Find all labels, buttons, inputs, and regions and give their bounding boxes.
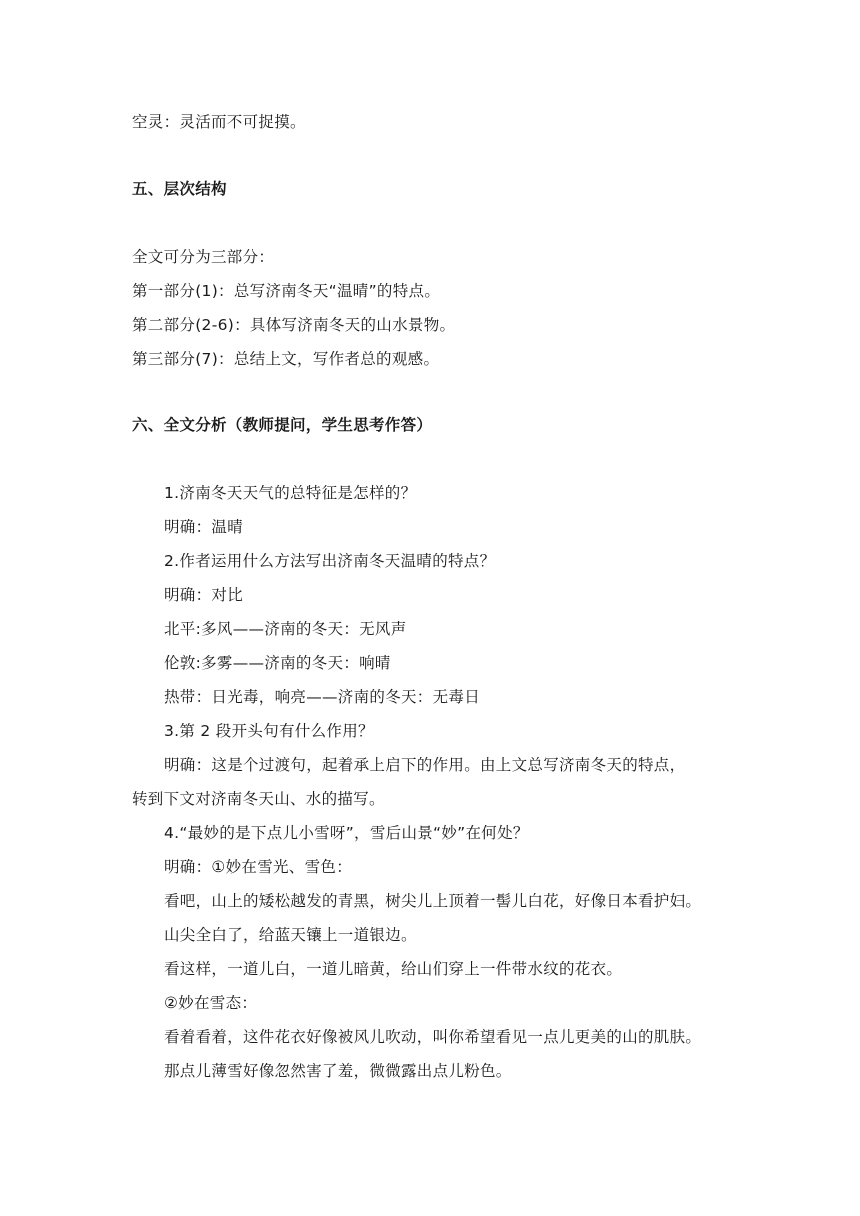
answer-line: 伦敦:多雾——济南的冬天：响晴 <box>164 654 391 672</box>
answer-line: 山尖全白了，给蓝天镶上一道银边。 <box>164 926 417 944</box>
section-5-heading: 五、层次结构 <box>132 180 227 198</box>
section-5-line: 第三部分(7)：总结上文，写作者总的观感。 <box>132 350 440 368</box>
section-5-line: 全文可分为三部分： <box>132 248 275 266</box>
question-line: 4.“最妙的是下点儿小雪呀”，雪后山景“妙”在何处？ <box>164 824 529 842</box>
answer-line: 热带：日光毒，响亮——济南的冬天：无毒日 <box>164 688 481 706</box>
question-line: 2.作者运用什么方法写出济南冬天温晴的特点？ <box>164 552 496 570</box>
answer-line: 明确：这是个过渡句，起着承上启下的作用。由上文总写济南冬天的特点， <box>164 756 686 774</box>
answer-line: 明确：①妙在雪光、雪色： <box>164 858 352 876</box>
answer-line: 明确：对比 <box>164 586 244 604</box>
answer-line: 看这样，一道儿白，一道儿暗黄，给山们穿上一件带水纹的花衣。 <box>164 960 623 978</box>
section-5-line: 第一部分(1)：总写济南冬天“温晴”的特点。 <box>132 282 441 300</box>
section-6-heading: 六、全文分析（教师提问，学生思考作答） <box>132 416 433 434</box>
question-line: 1.济南冬天天气的总特征是怎样的？ <box>164 484 417 502</box>
answer-line: ②妙在雪态： <box>164 994 258 1012</box>
answer-line: 明确：温晴 <box>164 518 244 536</box>
intro-line: 空灵：灵活而不可捉摸。 <box>132 113 306 131</box>
section-5-line: 第二部分(2-6)：具体写济南冬天的山水景物。 <box>132 316 456 334</box>
question-line: 3.第 2 段开头句有什么作用？ <box>164 722 374 740</box>
answer-line: 看吧，山上的矮松越发的青黑，树尖儿上顶着一髻儿白花，好像日本看护妇。 <box>164 892 702 910</box>
answer-line: 那点儿薄雪好像忽然害了羞，微微露出点儿粉色。 <box>164 1062 512 1080</box>
answer-line: 看着看着，这件花衣好像被风儿吹动，叫你希望看见一点儿更美的山的肌肤。 <box>164 1028 702 1046</box>
answer-line: 北平:多风——济南的冬天：无风声 <box>164 620 407 638</box>
answer-line: 转到下文对济南冬天山、水的描写。 <box>132 790 385 808</box>
